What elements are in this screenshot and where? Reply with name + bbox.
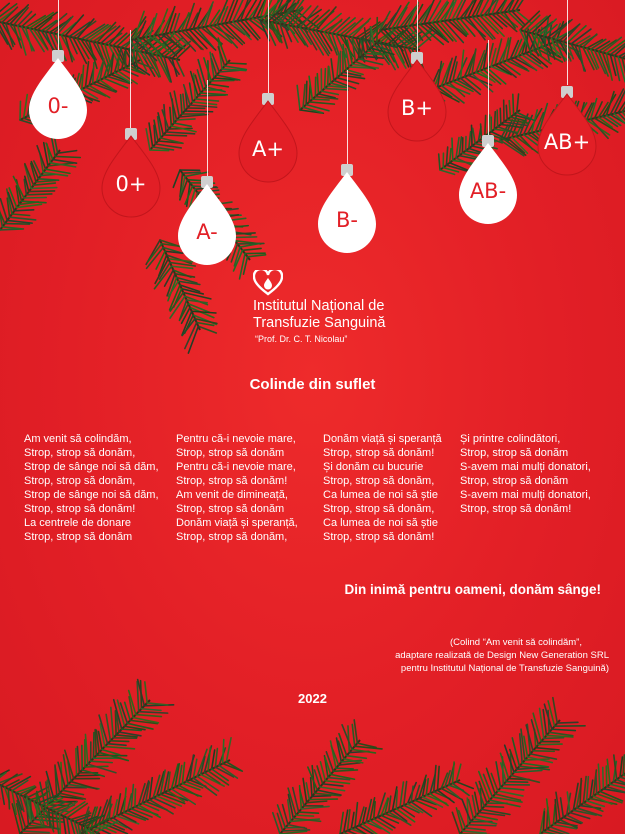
lyric-line: Ca lumea de noi să știe (323, 517, 438, 529)
lyric-line: Și donăm cu bucurie (323, 461, 424, 473)
lyric-line: Strop, strop să donăm, (323, 475, 435, 487)
lyric-line: Am venit să colindăm, (24, 433, 132, 445)
lyric-line: Strop, strop să donăm! (176, 475, 288, 487)
lyric-line: Strop, strop să donăm! (323, 447, 435, 459)
ornament-ab-negative (453, 135, 523, 225)
ornament-string (567, 0, 568, 85)
credit-line: (Colind “Am venit să colindăm”, (450, 637, 582, 648)
ornament-label: 0- (47, 94, 69, 118)
ornament-b-positive (382, 52, 452, 142)
ornament-b-negative (312, 164, 382, 254)
ornament-label: AB+ (543, 130, 591, 154)
ornament-label: A+ (252, 137, 284, 161)
ornament-a-negative (172, 176, 242, 266)
slogan: Din inimă pentru oameni, donăm sânge! (344, 582, 601, 597)
lyric-line: Strop, strop să donăm! (460, 503, 572, 515)
ornament-label: B+ (400, 96, 433, 120)
credit-line: adaptare realizată de Design New Generation SRL (395, 650, 609, 661)
lyrics-column-3 (323, 432, 442, 544)
lyric-line: La centrele de donare (24, 517, 132, 529)
credit-line: pentru Institutul Național de Transfuzie Sanguină) (400, 663, 609, 674)
lyric-line: Ca lumea de noi să știe (323, 489, 438, 501)
lyric-line: Strop, strop să donăm, (24, 475, 136, 487)
page-title: Colinde din suflet (249, 376, 376, 393)
lyric-line: S-avem mai mulți donatori, (460, 461, 591, 473)
lyric-line: Strop de sânge noi să dăm, (24, 489, 159, 501)
lyric-line: Donăm viață și speranță (323, 433, 442, 445)
lyric-line: S-avem mai mulți donatori, (460, 489, 591, 501)
lyric-line: Pentru că-i nevoie mare, (176, 461, 296, 473)
institute-name-line1: Institutul Național de (253, 298, 385, 314)
lyric-line: Strop, strop să donăm, (176, 531, 288, 543)
lyric-line: Strop, strop să donăm! (24, 503, 136, 515)
ornament-0-positive (96, 128, 166, 218)
lyric-line: Pentru că-i nevoie mare, (176, 433, 296, 445)
lyric-line: Strop, strop să donăm (460, 475, 569, 487)
institute-subtitle: “Prof. Dr. C. T. Nicolau” (255, 334, 348, 344)
lyric-line: Strop de sânge noi să dăm, (24, 461, 159, 473)
lyric-line: Strop, strop să donăm! (323, 531, 435, 543)
lyric-line: Strop, strop să donăm, (323, 503, 435, 515)
ornament-string (347, 70, 348, 165)
ornament-string (207, 80, 208, 180)
institute-name-line2: Transfuzie Sanguină (253, 315, 386, 331)
ornament-string (268, 0, 269, 95)
credit-note (395, 636, 609, 675)
lyrics-column-2 (176, 432, 298, 544)
lyric-line: Strop, strop să donăm, (24, 447, 136, 459)
ornament-ab-positive (532, 86, 602, 176)
ornament-label: AB- (469, 179, 507, 203)
ornament-label: B- (336, 208, 358, 232)
ornament-label: A- (196, 220, 218, 244)
lyric-line: Strop, strop să donăm (24, 531, 133, 543)
ornament-string (130, 30, 131, 130)
heart-drop-icon (253, 270, 283, 296)
lyric-line: Strop, strop să donăm (176, 447, 285, 459)
lyric-line: Strop, strop să donăm (176, 503, 285, 515)
lyric-line: Donăm viață și speranță, (176, 517, 298, 529)
lyric-line: Și printre colindători, (460, 433, 561, 445)
lyric-line: Strop, strop să donăm (460, 447, 569, 459)
lyric-line: Am venit de dimineață, (176, 489, 288, 501)
ornament-string (488, 40, 489, 135)
ornament-a-positive (233, 93, 303, 183)
lyrics-column-1 (24, 432, 159, 544)
ornament-string (417, 0, 418, 55)
year: 2022 (298, 691, 327, 706)
ornament-label: 0+ (115, 172, 147, 196)
ornament-0-negative (23, 50, 93, 140)
lyrics-column-4 (460, 432, 591, 516)
